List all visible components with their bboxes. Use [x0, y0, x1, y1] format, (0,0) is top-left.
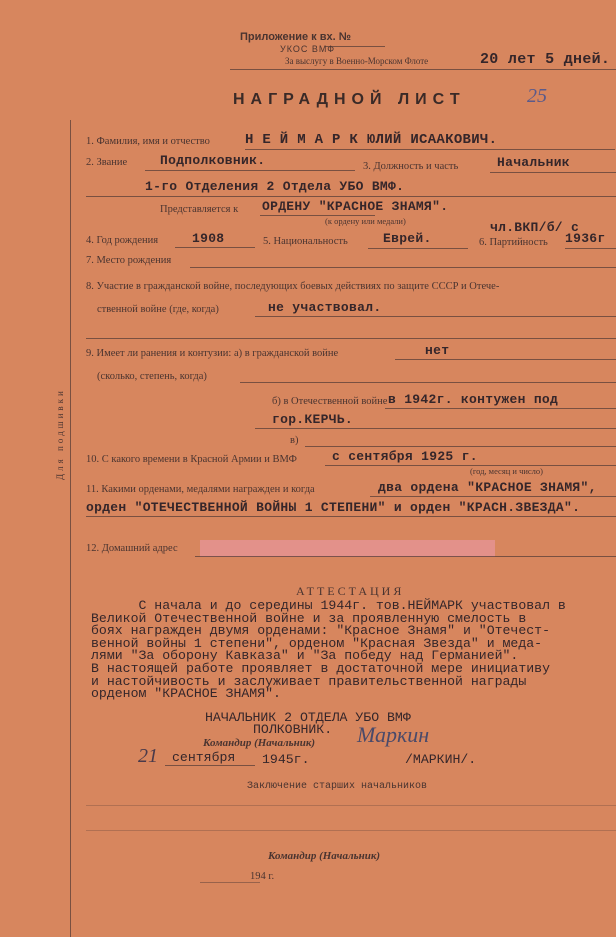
f5-value: Еврей.	[383, 231, 432, 246]
present-label: Представляется к	[160, 204, 239, 215]
redacted-address	[200, 540, 495, 557]
f10-hint: (год, месяц и число)	[470, 466, 543, 476]
footer-commander-label: Командир (Начальник)	[268, 850, 381, 862]
f3-value: Начальник	[497, 155, 570, 170]
f11-value: два ордена "КРАСНОЕ ЗНАМЯ",	[378, 480, 597, 495]
f11-value-2: орден "ОТЕЧЕСТВЕННОЙ ВОЙНЫ 1 СТЕПЕНИ" и орден "КРАСН.ЗВЕЗДА".	[86, 500, 581, 515]
signature: Маркин	[357, 722, 430, 747]
attestation-line: С начала и до середины 1944г. тов.НЕЙМАРК участвовал в	[91, 598, 566, 613]
side-text: Для подшивки	[55, 388, 65, 480]
f4-label: 4. Год рождения	[86, 235, 159, 246]
margin-line	[70, 120, 71, 937]
f8-value: не участвовал.	[268, 300, 382, 315]
signer-title: НАЧАЛЬНИК 2 ОТДЕЛА УБО ВМФ	[205, 710, 411, 725]
present-value: ОРДЕНУ "КРАСНОЕ ЗНАМЯ".	[262, 199, 449, 214]
f7-label: 7. Место рождения	[86, 255, 172, 266]
conclusion-label: Заключение старших начальников	[247, 781, 428, 792]
attestation-line: и настойчивость и заслуживает правительственной награды	[91, 673, 527, 689]
f3-value-2: 1-го Отделения 2 Отдела УБО ВМФ.	[145, 179, 405, 194]
attestation-line: орденом "КРАСНОЕ ЗНАМЯ".	[91, 686, 281, 702]
attestation-line: лями "За оборону Кавказа" и "За победу над Германией".	[91, 648, 519, 664]
f9b-label: б) в Отечественной войне	[272, 396, 388, 407]
signer-name: /МАРКИН/.	[405, 752, 477, 767]
f2-label: 2. Звание	[86, 157, 128, 168]
appendix-label: Приложение к вх. №	[240, 31, 351, 43]
f9c-label: в)	[290, 435, 299, 446]
party-value: чл.ВКП/б/ с	[490, 220, 580, 235]
f8-label: 8. Участие в гражданской войне, последующих боевых действиях по защите СССР и Отече-	[86, 281, 500, 292]
f9b-value: в 1942г. контужен под	[388, 392, 559, 407]
service-label: За выслугу в Военно-Морском Флоте	[285, 56, 429, 66]
date-year: 1945г.	[262, 752, 310, 767]
footer-year: 194 г.	[250, 871, 275, 882]
f9-hint: (сколько, степень, когда)	[97, 371, 207, 382]
page-title: НАГРАДНОЙ ЛИСТ	[233, 91, 466, 108]
attestation-line: венной войны 1 степени", орденом "Красная Звезда" и меда-	[91, 635, 543, 651]
attestation-line: Великой Отечественной войне и за проявленную смелость в	[91, 610, 527, 626]
f6-label: 6. Партийность	[479, 237, 548, 248]
attestation-text	[91, 600, 566, 701]
f10-value: с сентября 1925 г.	[332, 449, 478, 464]
f2-value: Подполковник.	[160, 153, 266, 168]
f1-value: Н Е Й М А Р К ЮЛИЙ ИСААКОВИЧ.	[245, 132, 498, 148]
f5-label: 5. Национальность	[263, 236, 348, 247]
hand-number: 25	[527, 85, 547, 107]
f8-label-2: ственной войне (где, когда)	[97, 304, 219, 315]
f11-label: 11. Какими орденами, медалями награжден и когда	[86, 484, 315, 495]
attestation-line: боях награжден двумя орденами: "Красное Знамя" и "Отечест-	[91, 623, 550, 639]
f3-label: 3. Должность и часть	[363, 161, 459, 172]
service-value: 20 лет 5 дней.	[480, 51, 611, 68]
commander-label: Командир (Начальник)	[203, 737, 316, 749]
f9a-value: нет	[425, 343, 450, 358]
f6-value: 1936г	[565, 231, 606, 246]
f4-value: 1908	[192, 231, 225, 246]
attestation-title: АТТЕСТАЦИЯ	[296, 584, 405, 598]
date-month: сентября	[172, 750, 236, 765]
signer-rank: ПОЛКОВНИК.	[253, 722, 333, 737]
present-hint: (к ордену или медали)	[325, 216, 406, 226]
f9b-value-2: гор.КЕРЧЬ.	[272, 412, 354, 427]
date-day: 21	[138, 745, 158, 767]
f9-label: 9. Имеет ли ранения и контузии: а) в гражданской войне	[86, 348, 339, 359]
f1-label: 1. Фамилия, имя и отчество	[86, 136, 210, 147]
ukos-label: УКОС ВМФ	[280, 44, 336, 54]
f10-label: 10. С какого времени в Красной Армии и ВМФ	[86, 454, 297, 465]
attestation-line: В настоящей работе проявляет в достаточной мере инициативу	[91, 660, 550, 676]
f12-label: 12. Домашний адрес	[86, 543, 178, 554]
